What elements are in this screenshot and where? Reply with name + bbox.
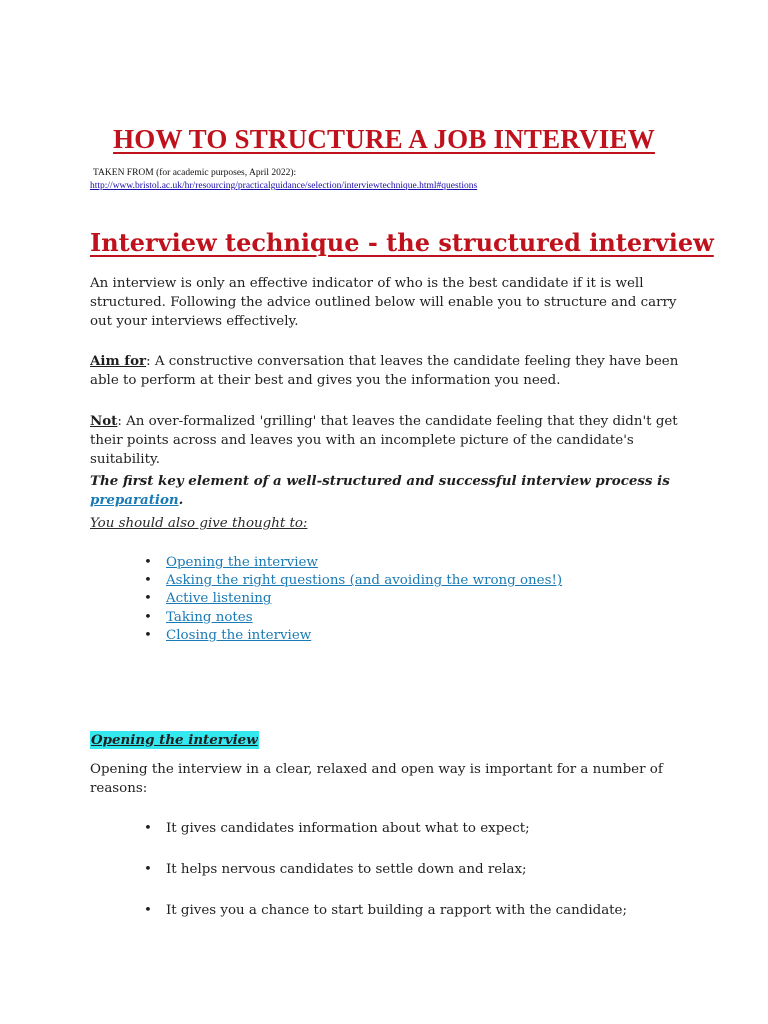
bullet-icon: • bbox=[144, 555, 152, 570]
preparation-link[interactable]: preparation bbox=[90, 492, 179, 508]
list-item bbox=[140, 572, 562, 590]
bullet-icon: • bbox=[144, 627, 152, 643]
thought-prompt: You should also give thought to: bbox=[90, 516, 308, 531]
opening-heading: Opening the interview bbox=[91, 732, 258, 748]
topic-link-opening[interactable]: Opening the interview bbox=[166, 555, 318, 570]
list-item bbox=[140, 627, 562, 645]
aim-for-label: Aim for bbox=[90, 353, 147, 369]
list-item bbox=[140, 860, 627, 879]
document-title: HOW TO STRUCTURE A JOB INTERVIEW bbox=[113, 124, 655, 154]
key-element-text: The first key element of a well-structured and successful interview process is bbox=[90, 473, 670, 489]
bullet-icon: • bbox=[144, 903, 152, 918]
opening-intro-paragraph: Opening the interview in a clear, relaxed and open way is important for a number of reasons: bbox=[90, 762, 663, 796]
reason-text: It gives candidates information about what to expect; bbox=[166, 821, 530, 836]
list-item bbox=[140, 819, 627, 838]
list-item bbox=[140, 590, 562, 608]
not-text: : An over-formalized 'grilling' that leaves the candidate feeling that they didn't get their points across and leaves you with an incomplete picture of the candidate's suitability. bbox=[90, 414, 678, 467]
aim-for-paragraph bbox=[90, 352, 682, 390]
topic-link-listening[interactable]: Active listening bbox=[166, 591, 272, 607]
bullet-icon: • bbox=[144, 609, 152, 625]
list-item bbox=[140, 554, 562, 572]
bullet-icon: • bbox=[144, 821, 152, 836]
key-element-end: . bbox=[178, 492, 184, 508]
list-item bbox=[140, 901, 627, 920]
not-label: Not bbox=[90, 413, 118, 429]
topic-link-questions[interactable]: Asking the right questions (and avoiding the wrong ones!) bbox=[166, 573, 563, 589]
reason-text: It gives you a chance to start building a rapport with the candidate; bbox=[166, 903, 627, 918]
topic-link-notes[interactable]: Taking notes bbox=[166, 609, 253, 625]
not-paragraph bbox=[90, 412, 682, 469]
source-link[interactable]: http://www.bristol.ac.uk/hr/resourcing/practicalguidance/selection/interviewtechnique.html#questions bbox=[90, 181, 478, 191]
key-element-paragraph bbox=[90, 472, 682, 510]
list-item bbox=[140, 609, 562, 627]
bullet-icon: • bbox=[144, 573, 152, 589]
section-heading: Interview technique - the structured interview bbox=[90, 228, 714, 257]
reasons-list bbox=[140, 819, 627, 942]
topics-list bbox=[140, 554, 562, 645]
topic-link-closing[interactable]: Closing the interview bbox=[166, 627, 312, 643]
source-note: TAKEN FROM (for academic purposes, April 2022): bbox=[93, 168, 297, 178]
aim-for-text: : A constructive conversation that leaves the candidate feeling they have been able to perform at their best and gives you the information you need. bbox=[90, 354, 679, 388]
bullet-icon: • bbox=[144, 862, 152, 877]
bullet-icon: • bbox=[144, 591, 152, 607]
reason-text: It helps nervous candidates to settle down and relax; bbox=[166, 862, 527, 877]
intro-paragraph: An interview is only an effective indicator of who is the best candidate if it is well structured. Following the advice outlined below will enable you to structure and carry out your interviews effectively. bbox=[90, 276, 677, 329]
